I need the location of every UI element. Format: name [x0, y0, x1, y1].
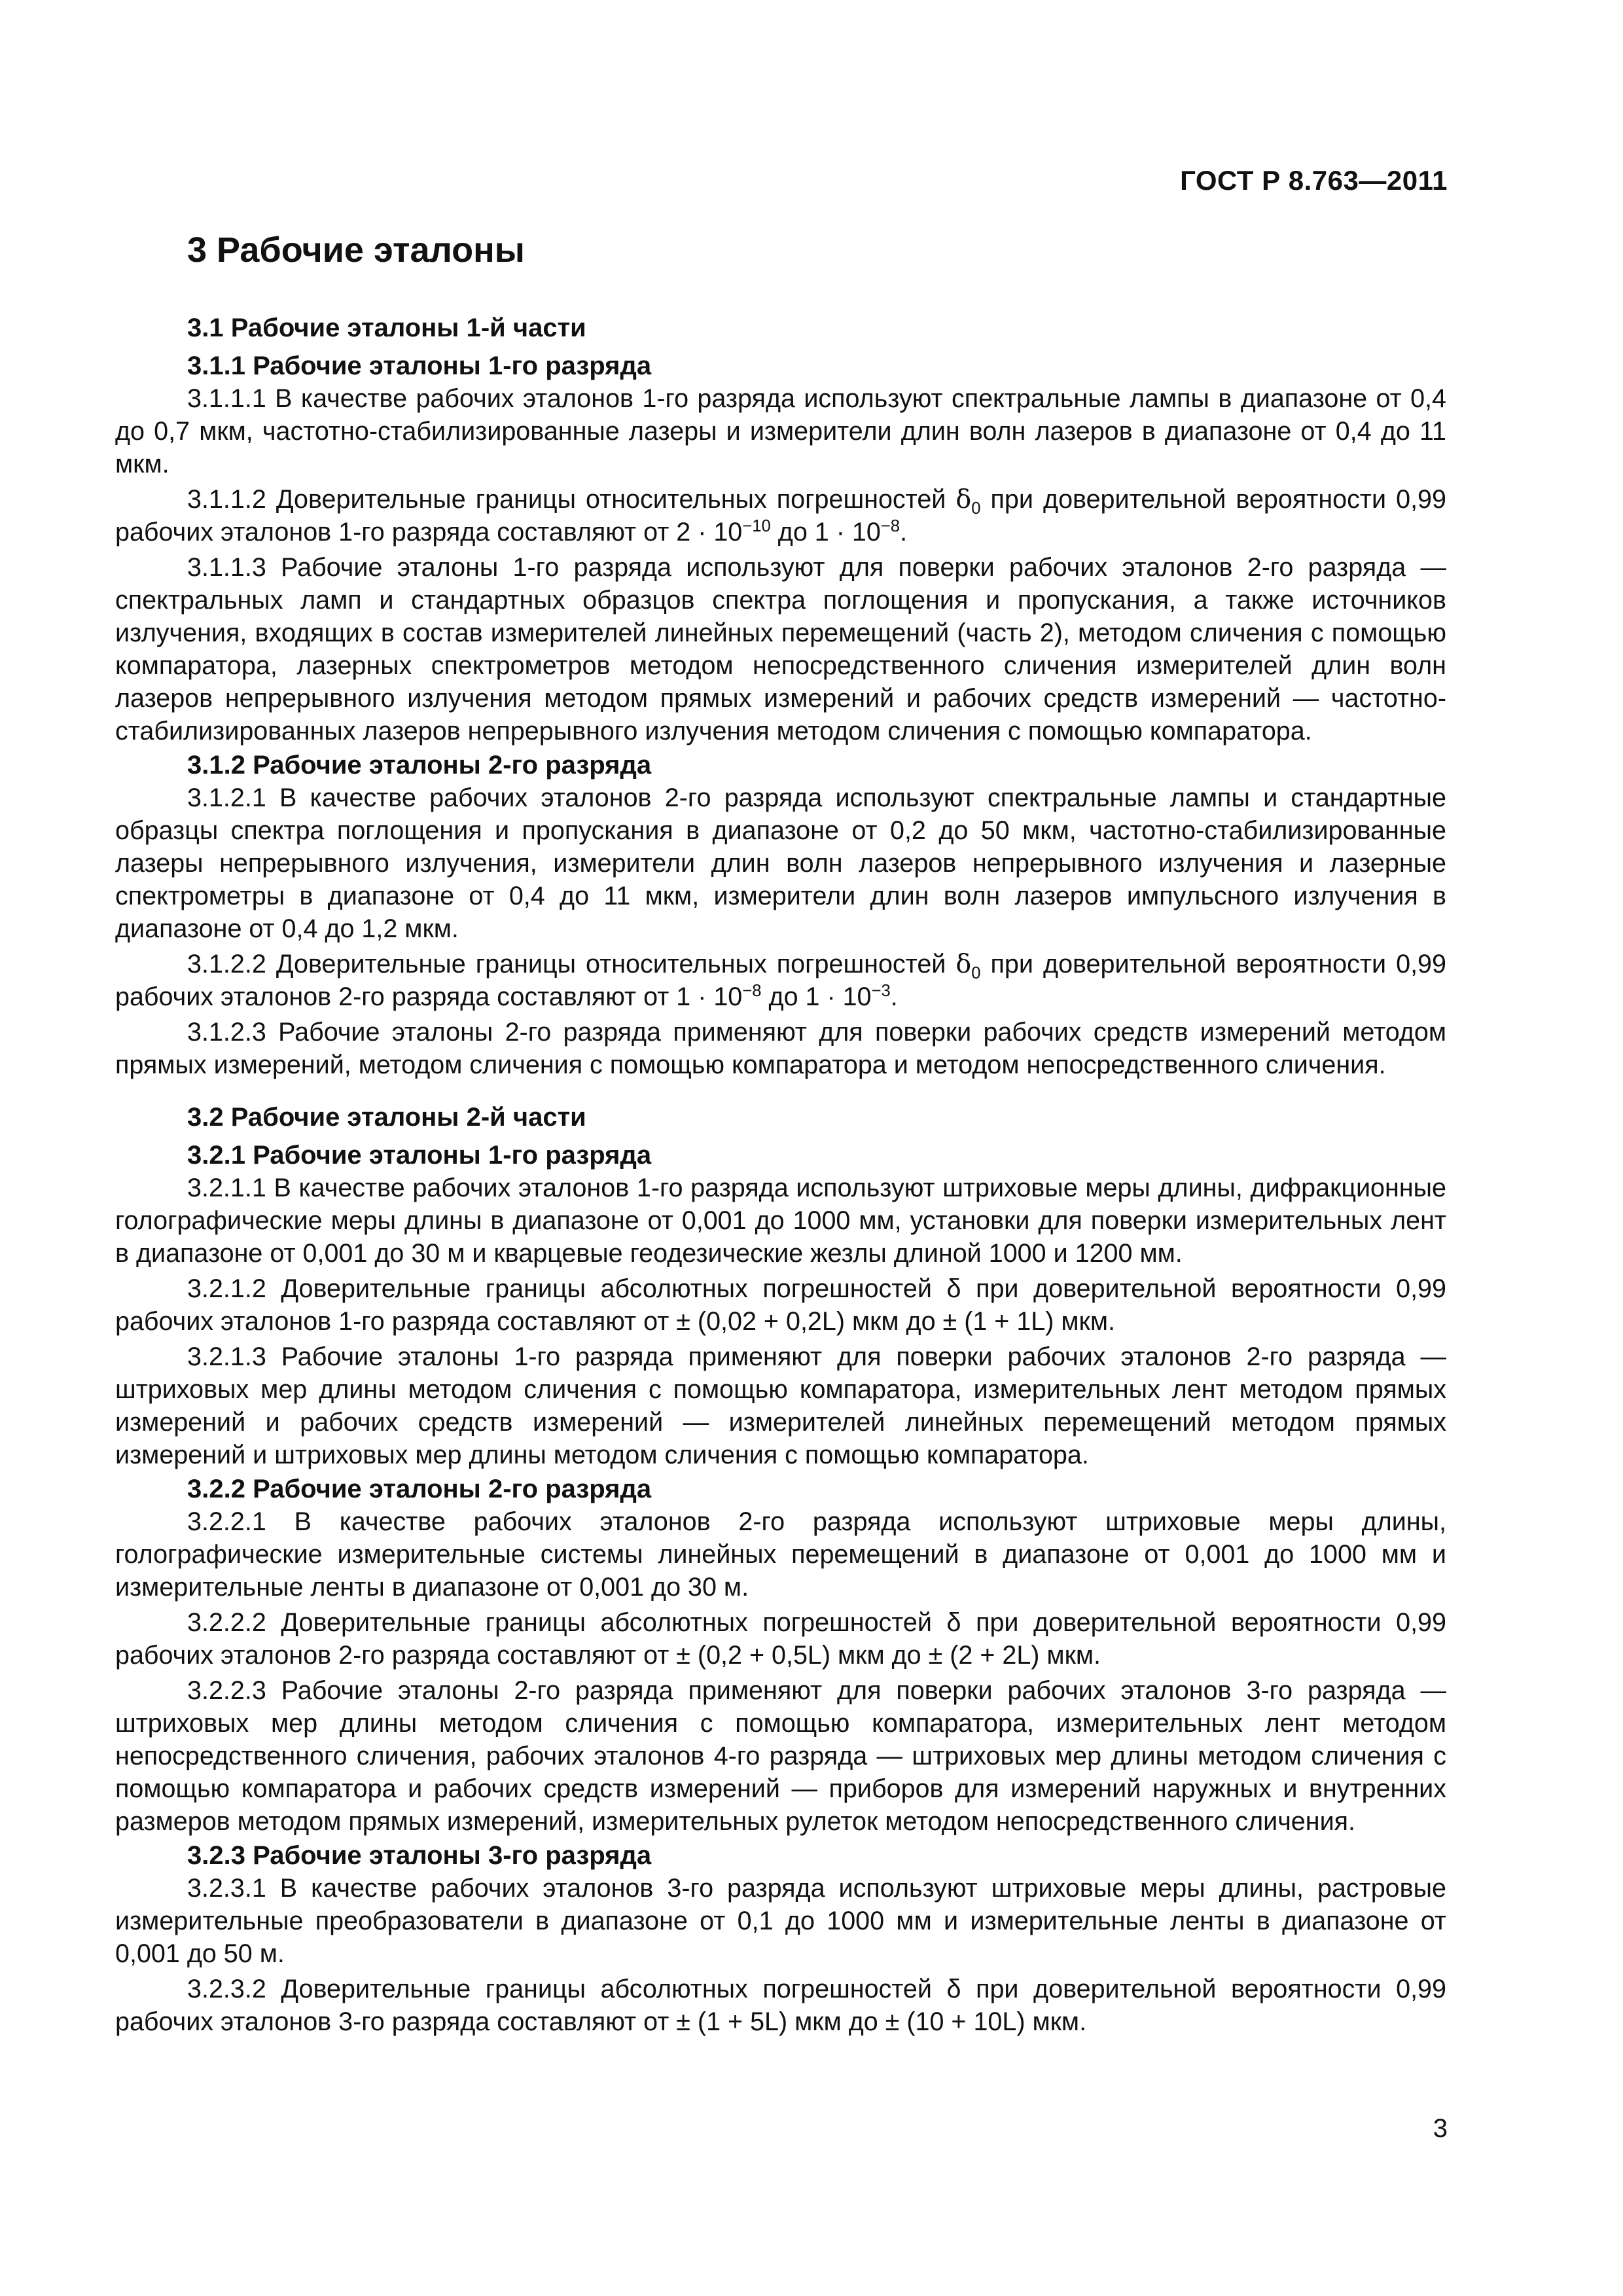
delta-symbol: δ — [955, 484, 972, 514]
delta-symbol: δ — [955, 949, 972, 979]
exponent: −10 — [742, 516, 771, 535]
section-3-2-heading: 3.2 Рабочие эталоны 2-й части — [187, 1103, 586, 1132]
paragraph-text: до 1 · 10 — [770, 518, 881, 547]
paragraph-3-2-1-2: 3.2.1.2 Доверительные границы абсолютных погрешностей δ при доверительной вероятности 0,99 рабочих эталонов 1-го разряда составляют от ± (0,02 + 0,2L) мкм до ± (1 + 1L) мкм. — [115, 1274, 1446, 1336]
section-3-2-2-heading: 3.2.2 Рабочие эталоны 2-го разряда — [187, 1475, 652, 1503]
paragraph-3-1-2-2 — [115, 948, 1446, 1013]
paragraph-text: при доверительной вероятности 0,99 рабочих эталонов 1-го разряда составляют от 2 · 10 — [115, 485, 1446, 547]
subscript: 0 — [971, 963, 981, 982]
paragraph-3-1-1-1: 3.1.1.1 В качестве рабочих эталонов 1-го разряда используют спектральные лампы в диапазоне от 0,4 до 0,7 мкм, частотно-стабилизированные лазеры и измерители длин волн лазеров в диапазоне от 0,4 до 11 мкм. — [115, 384, 1446, 478]
paragraph-3-1-2-1: 3.1.2.1 В качестве рабочих эталонов 2-го разряда используют спектральные лампы и стандартные образцы спектра поглощения и пропускания в диапазоне от 0,2 до 50 мкм, частотно-стабилизированные лазеры непрерывного излучения, измерители длин волн лазеров непрерывного излучения и лазерные спектрометры в диапазоне от 0,4 до 11 мкм, измерители длин волн лазеров импульсного излучения в диапазоне от 0,4 до 1,2 мкм. — [115, 783, 1446, 943]
paragraph-3-2-1-3: 3.2.1.3 Рабочие эталоны 1-го разряда применяют для поверки рабочих эталонов 2-го разряда — штриховых мер длины методом сличения с помощью компаратора, измерительных лент методом прямых измерений и рабочих средств измерений — измерителей линейных перемещений методом прямых измерений и штриховых мер длины методом сличения с помощью компаратора. — [115, 1342, 1446, 1469]
paragraph-3-2-3-2: 3.2.3.2 Доверительные границы абсолютных погрешностей δ при доверительной вероятности 0,99 рабочих эталонов 3-го разряда составляют от ± (1 + 5L) мкм до ± (10 + 10L) мкм. — [115, 1975, 1446, 2036]
section-title: 3 Рабочие эталоны — [187, 230, 525, 270]
document-body — [115, 229, 1446, 2038]
paragraph-3-1-2-3: 3.1.2.3 Рабочие эталоны 2-го разряда применяют для поверки рабочих средств измерений методом прямых измерений, методом сличения с помощью компаратора и методом непосредственного сличения. — [115, 1018, 1446, 1079]
paragraph-3-1-1-3: 3.1.1.3 Рабочие эталоны 1-го разряда используют для поверки рабочих эталонов 2-го разряда — спектральных ламп и стандартных образцов спектра поглощения и пропускания, а также источников излучения, входящих в состав измерителей линейных перемещений (часть 2), методом сличения с помощью компаратора, лазерных спектрометров методом непосредственного сличения измерителей длин волн лазеров непрерывного излучения методом прямых измерений и рабочих средств измерений — частотно-стабилизированных лазеров непрерывного излучения методом сличения с помощью компаратора. — [115, 553, 1446, 745]
section-3-2-3-heading: 3.2.3 Рабочие эталоны 3-го разряда — [187, 1841, 652, 1870]
section-3-2-1-heading: 3.2.1 Рабочие эталоны 1-го разряда — [187, 1141, 652, 1170]
paragraph-text: . — [900, 518, 908, 547]
exponent: −8 — [742, 981, 762, 1000]
paragraph-3-2-2-3: 3.2.2.3 Рабочие эталоны 2-го разряда применяют для поверки рабочих эталонов 3-го разряда — штриховых мер длины методом сличения с помощью компаратора, измерительных лент методом непосредственного сличения, рабочих эталонов 4-го разряда — штриховых мер длины методом сличения с помощью компаратора и рабочих средств измерений — приборов для измерений наружных и внутренних размеров методом прямых измерений, измерительных рулеток методом непосредственного сличения. — [115, 1676, 1446, 1836]
subscript: 0 — [971, 499, 981, 518]
section-3-1-1-heading: 3.1.1 Рабочие эталоны 1-го разряда — [187, 351, 652, 380]
paragraph-text: до 1 · 10 — [761, 982, 872, 1011]
paragraph-3-2-2-1: 3.2.2.1 В качестве рабочих эталонов 2-го разряда используют штриховые меры длины, голографические измерительные системы линейных перемещений в диапазоне от 0,001 до 1000 мм и измерительные ленты в диапазоне от 0,001 до 30 м. — [115, 1507, 1446, 1602]
section-3-1-heading: 3.1 Рабочие эталоны 1-й части — [187, 314, 586, 342]
paragraph-text: . — [890, 982, 898, 1011]
paragraph-3-2-2-2: 3.2.2.2 Доверительные границы абсолютных погрешностей δ при доверительной вероятности 0,99 рабочих эталонов 2-го разряда составляют от ± (0,2 + 0,5L) мкм до ± (2 + 2L) мкм. — [115, 1608, 1446, 1670]
page-number: 3 — [1433, 2114, 1448, 2143]
exponent: −8 — [880, 516, 901, 535]
paragraph-3-2-3-1: 3.2.3.1 В качестве рабочих эталонов 3-го разряда используют штриховые меры длины, растровые измерительные преобразователи в диапазоне от 0,1 до 1000 мм и измерительные ленты в диапазоне от 0,001 до 50 м. — [115, 1874, 1446, 1968]
paragraph-3-2-1-1: 3.2.1.1 В качестве рабочих эталонов 1-го разряда используют штриховые меры длины, дифракционные голографические меры длины в диапазоне от 0,001 до 1000 мм, установки для поверки измерительных лент в диапазоне от 0,001 до 30 м и кварцевые геодезические жезлы длиной 1000 и 1200 мм. — [115, 1174, 1446, 1268]
exponent: −3 — [871, 981, 891, 1000]
section-3-1-2-heading: 3.1.2 Рабочие эталоны 2-го разряда — [187, 751, 652, 780]
paragraph-3-1-1-2 — [115, 483, 1446, 548]
document-code: ГОСТ Р 8.763—2011 — [1180, 165, 1448, 196]
paragraph-text: 3.1.1.2 Доверительные границы относительных погрешностей — [187, 485, 956, 514]
paragraph-text: 3.1.2.2 Доверительные границы относительных погрешностей — [187, 950, 956, 978]
paragraph-text: при доверительной вероятности 0,99 рабочих эталонов 2-го разряда составляют от 1 · 10 — [115, 950, 1446, 1011]
